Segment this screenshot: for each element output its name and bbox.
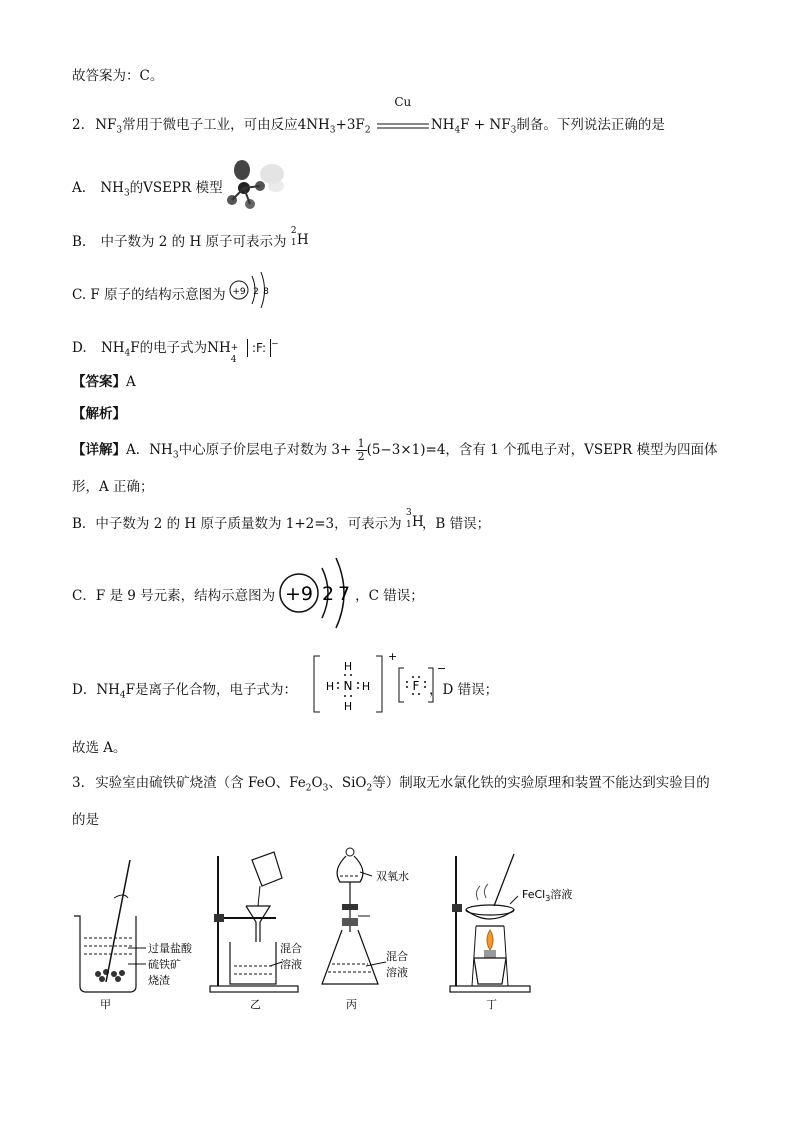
catalyst-label: Cu [394, 95, 412, 109]
fluoride-electron-formula: :F: [247, 339, 271, 357]
yi-label-2: 溶液 [280, 958, 302, 971]
atom-structure-large-icon [278, 552, 356, 634]
jia-label-3: 烧渣 [148, 974, 170, 987]
option-a: A. $NH_3$的VSEPR 模型 [72, 180, 223, 199]
isotope-notation: 2 1 H [290, 226, 309, 248]
atom-structure-small-icon [228, 268, 276, 312]
lewis-nitrogen: N [343, 679, 353, 693]
question-3-stem-line1: 3. 实验室由硫铁矿烧渣（含 FeO、$Fe_2O_3$、SiO$_2$等）制取无水氯化铁的实验原理和装置不能达到实验目的 [72, 775, 710, 794]
lewis-h-left: H [325, 680, 335, 693]
conclusion: 故选 A。 [72, 740, 127, 756]
analysis-tag: 【解析】 [72, 406, 126, 422]
question-2-stem: 2. $NF_3$常用于微电子工业，可由反应$4NH_3+3F_2$ Cu $NH_4F + NF_3$制备。下列说法正确的是 [72, 95, 665, 136]
bing-label-2: 溶液 [386, 966, 408, 979]
fraction: $\frac{1}{2}$ [357, 437, 365, 463]
shell-2-label: 8 [263, 287, 269, 297]
lewis-h-top: H [343, 660, 353, 673]
apparatus-yi [210, 852, 302, 1011]
detail-d-line: D．$NH_4F$是离子化合物，电子式为： ，D 错误； [72, 682, 499, 701]
detail-c-line: C．F 是 9 号元素，结构示意图为 ，C 错误； [72, 588, 424, 604]
option-b: B. 中子数为 2 的 H 原子可表示为 2 1 H [72, 226, 309, 250]
shell-1-label: 2 [253, 287, 259, 297]
large-nucleus-label: +9 [284, 583, 314, 605]
apparatus-ding [450, 854, 572, 1011]
large-shell-2-label: 7 [337, 583, 351, 605]
option-c: C. F 原子的结构示意图为 [72, 287, 226, 303]
lewis-h-right: H [361, 680, 371, 693]
jia-name: 甲 [100, 998, 111, 1011]
question-number: 2. [72, 117, 85, 133]
ding-name: 丁 [486, 998, 497, 1011]
question-3-stem-line2: 的是 [72, 812, 99, 828]
option-d: D. $NH_4F$的电子式为NH + 4 :F: − [72, 339, 279, 365]
answer-line [72, 370, 136, 390]
lewis-fluorine: F [412, 679, 420, 693]
vsepr-model-icon [220, 156, 290, 214]
apparatus-jia [74, 860, 193, 1011]
bing-label-1: 混合 [386, 950, 408, 963]
detail-a-line1: 【详解】A．$NH_3$中心原子价层电子对数为 3+ $\frac{1}{2}$ (5−3×1)=4，含有 1 个孤电子对，VSEPR 模型为四面体 [72, 437, 718, 463]
jia-label-1: 过量盐酸 [148, 942, 192, 955]
fluoride-charge: − [437, 662, 446, 675]
lewis-h-bottom: H [343, 700, 353, 713]
detail-b-line: B．中子数为 2 的 H 原子质量数为 1+2=3，可表示为 3 1 H ，B 错误； [72, 508, 491, 532]
question-number-3: 3. [72, 775, 85, 791]
jia-label-2: 硫铁矿 [148, 958, 181, 971]
detail-a-line2: 形，A 正确； [72, 479, 154, 495]
bing-name: 丙 [346, 998, 357, 1011]
reaction-arrow [375, 95, 431, 133]
answer-value: A [126, 374, 136, 390]
yi-name: 乙 [250, 998, 261, 1011]
apparatus-figure [70, 846, 590, 1016]
ding-label: FeCl$_3$溶液 [522, 888, 573, 903]
bing-label-0: 双氧水 [376, 870, 409, 883]
answer-tag: 【答案】 [72, 374, 126, 390]
nucleus-label: +9 [232, 287, 246, 297]
ammonium-charge: + [388, 650, 398, 663]
yi-label-1: 混合 [280, 942, 302, 955]
apparatus-bing [322, 848, 409, 1011]
isotope-notation-correct: 3 1 H [405, 508, 424, 530]
equals-arrow-icon [375, 121, 431, 131]
previous-answer: 故答案为：C。 [72, 68, 164, 84]
large-shell-1-label: 2 [321, 583, 335, 605]
ammonium-fluoride-lewis-icon [310, 650, 446, 718]
